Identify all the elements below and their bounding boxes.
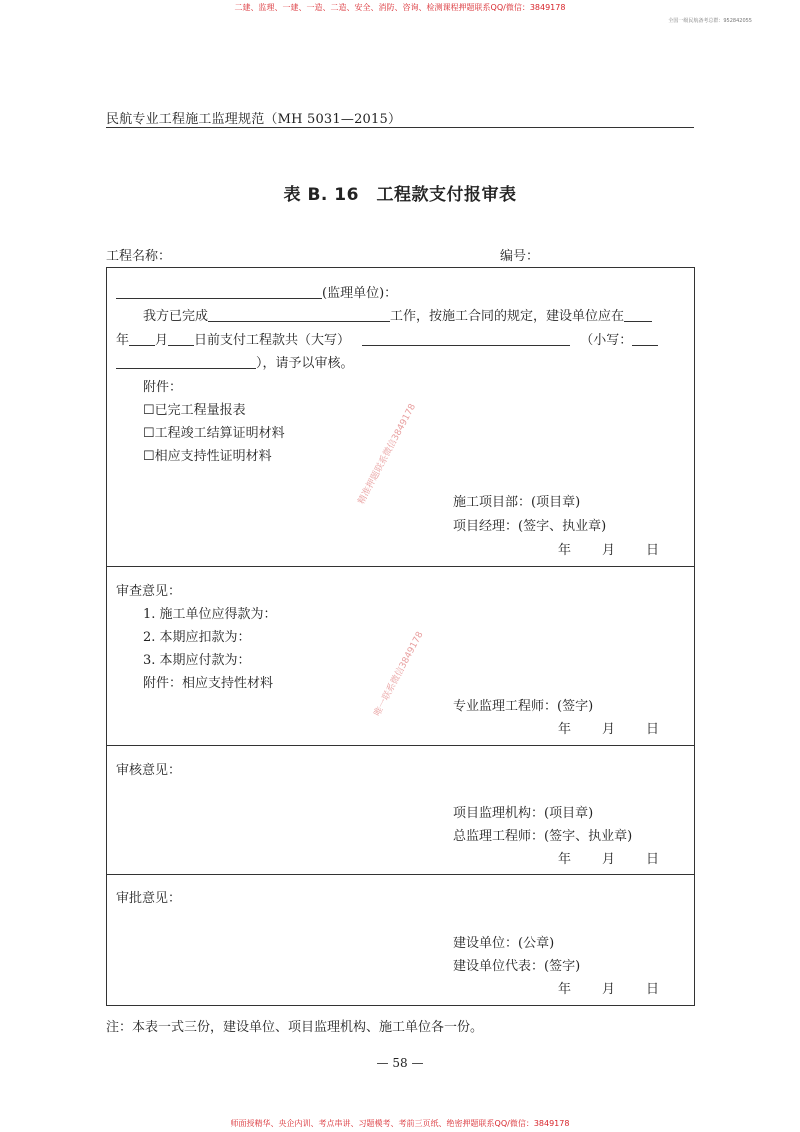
project-manager-sign: 项目经理：(签字、执业章) xyxy=(453,519,607,534)
recipient-label: (监理单位)： xyxy=(322,286,398,301)
date-day: 日 xyxy=(646,982,660,997)
date-day: 日 xyxy=(646,722,660,737)
corner-note: 全国一级民航备考总群：952842055 xyxy=(668,18,752,24)
contract-text: 工作，按施工合同的规定，建设单位应在 xyxy=(390,309,625,324)
review-item: 3. 本期应付款为： xyxy=(143,653,251,668)
supervisor-unit-blank[interactable] xyxy=(116,284,322,299)
project-name-label: 工程名称： xyxy=(106,249,172,264)
attachment-checkbox[interactable]: ☐相应支持性证明材料 xyxy=(143,449,272,464)
amount-small-label: （小写： xyxy=(580,333,633,348)
page-number: — 58 — xyxy=(376,1056,424,1070)
audit-opinion-label: 审核意见： xyxy=(116,763,182,778)
month-label: 月 xyxy=(155,333,169,348)
review-attachment: 附件：相应支持性材料 xyxy=(143,676,274,691)
owner-representative-sign: 建设单位代表：(签字) xyxy=(453,959,581,974)
top-promo-banner: 二建、监理、一建、一造、二造、安全、消防、咨询、检测课程押题联系QQ/微信：3849178 xyxy=(234,3,566,12)
amount-capital-blank[interactable] xyxy=(362,331,570,346)
date-month: 月 xyxy=(602,982,616,997)
date-year: 年 xyxy=(558,543,572,558)
approval-opinion-label: 审批意见： xyxy=(116,891,182,906)
completed-label: 我方已完成 xyxy=(143,309,209,324)
review-item: 2. 本期应扣款为： xyxy=(143,630,251,645)
year-label: 年 xyxy=(116,333,130,348)
amount-small-blank[interactable] xyxy=(632,331,658,346)
supervision-org-sign: 项目监理机构：(项目章) xyxy=(453,806,594,821)
day-blank[interactable] xyxy=(168,331,194,346)
review-opinion-label: 审查意见： xyxy=(116,584,182,599)
watermark: 精准押题联系微信3849178 xyxy=(356,402,419,507)
month-blank[interactable] xyxy=(129,331,155,346)
watermark: 唯一联系微信3849178 xyxy=(372,630,426,719)
footnote: 注：本表一式三份，建设单位、项目监理机构、施工单位各一份。 xyxy=(106,1020,484,1035)
year-blank[interactable] xyxy=(624,307,652,322)
date-year: 年 xyxy=(558,982,572,997)
attachment-checkbox[interactable]: ☐已完工程量报表 xyxy=(143,403,246,418)
owner-unit-sign: 建设单位：(公章) xyxy=(453,936,555,951)
table-title: 表 B. 16 工程款支付报审表 xyxy=(283,185,517,205)
construction-dept-sign: 施工项目部：(项目章) xyxy=(453,495,581,510)
amount-capital-label: 日前支付工程款共（大写） xyxy=(194,333,351,348)
date-year: 年 xyxy=(558,722,572,737)
supervising-engineer-sign: 专业监理工程师：(签字) xyxy=(453,699,594,714)
header-rule xyxy=(106,127,694,128)
section-divider xyxy=(106,566,695,567)
date-day: 日 xyxy=(646,852,660,867)
section-divider xyxy=(106,874,695,875)
work-blank[interactable] xyxy=(208,307,390,322)
completion-line xyxy=(143,305,652,324)
date-month: 月 xyxy=(602,852,616,867)
payment-line xyxy=(116,329,658,348)
chief-engineer-sign: 总监理工程师：(签字、执业章) xyxy=(453,829,633,844)
recipient-line xyxy=(116,282,397,301)
amount-small-blank-2[interactable] xyxy=(116,354,256,369)
section-divider xyxy=(106,745,695,746)
review-item: 1. 施工单位应得款为： xyxy=(143,607,277,622)
date-day: 日 xyxy=(646,543,660,558)
date-month: 月 xyxy=(602,543,616,558)
review-request-text: ），请予以审核。 xyxy=(256,356,354,371)
serial-number-label: 编号： xyxy=(500,249,540,264)
date-year: 年 xyxy=(558,852,572,867)
review-request-line xyxy=(116,352,354,371)
date-month: 月 xyxy=(602,722,616,737)
attachment-checkbox[interactable]: ☐工程竣工结算证明材料 xyxy=(143,426,285,441)
running-header: 民航专业工程施工监理规范（MH 5031—2015） xyxy=(106,112,402,127)
bottom-promo-banner: 师面授精华、央企内训、考点串讲、习题模考、考前三页纸、绝密押题联系QQ/微信：3849178 xyxy=(230,1119,570,1128)
attachments-label: 附件： xyxy=(143,380,183,395)
